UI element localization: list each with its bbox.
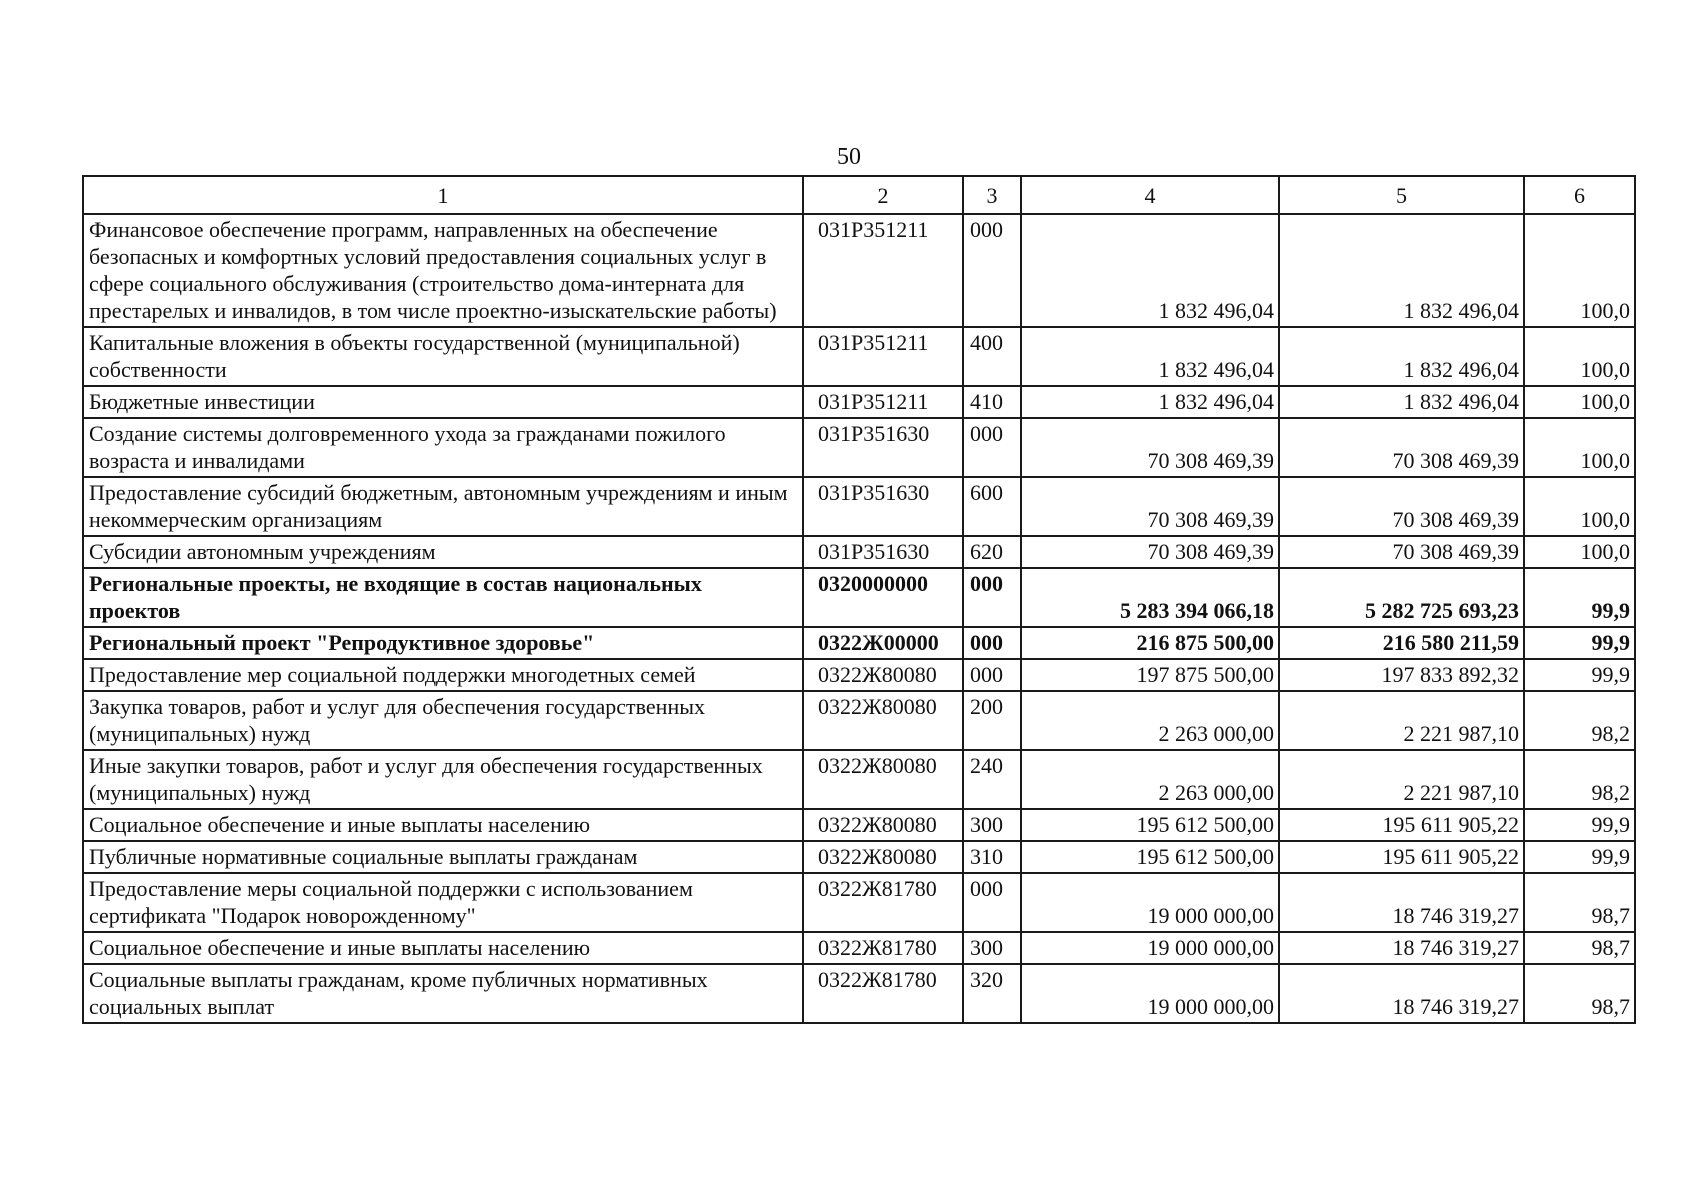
planned-amount-cell: 19 000 000,00 [1021,964,1279,1023]
planned-amount-cell: 2 263 000,00 [1021,691,1279,750]
execution-percent-cell: 98,2 [1524,691,1635,750]
expense-type-code-cell: 410 [963,386,1021,418]
executed-amount-cell: 2 221 987,10 [1279,691,1524,750]
execution-percent-cell: 98,7 [1524,873,1635,932]
executed-amount-cell: 195 611 905,22 [1279,809,1524,841]
row-name-cell: Капитальные вложения в объекты государственной (муниципальной) собственности [83,327,803,386]
target-article-code-cell: 0322Ж80080 [803,841,963,873]
page-number: 50 [837,144,861,170]
table-row [83,932,1635,964]
target-article-code-cell: 031P351630 [803,536,963,568]
row-name-cell: Создание системы долговременного ухода за гражданами пожилого возраста и инвалидами [83,418,803,477]
execution-percent-cell: 99,9 [1524,809,1635,841]
execution-percent-cell: 100,0 [1524,214,1635,327]
expense-type-code-cell: 000 [963,214,1021,327]
expense-type-code-cell: 310 [963,841,1021,873]
column-header-3: 3 [963,176,1021,214]
expense-type-code-cell: 320 [963,964,1021,1023]
table-row [83,627,1635,659]
executed-amount-cell: 70 308 469,39 [1279,418,1524,477]
table-row [83,214,1635,327]
row-name-cell: Бюджетные инвестиции [83,386,803,418]
expense-type-code-cell: 300 [963,932,1021,964]
planned-amount-cell: 70 308 469,39 [1021,536,1279,568]
column-header-6: 6 [1524,176,1635,214]
target-article-code-cell: 0320000000 [803,568,963,627]
execution-percent-cell: 99,9 [1524,841,1635,873]
execution-percent-cell: 98,2 [1524,750,1635,809]
expense-type-code-cell: 000 [963,627,1021,659]
expense-type-code-cell: 200 [963,691,1021,750]
executed-amount-cell: 1 832 496,04 [1279,214,1524,327]
planned-amount-cell: 195 612 500,00 [1021,841,1279,873]
column-header-2: 2 [803,176,963,214]
table-row [83,659,1635,691]
execution-percent-cell: 99,9 [1524,568,1635,627]
row-name-cell: Социальное обеспечение и иные выплаты населению [83,809,803,841]
executed-amount-cell: 18 746 319,27 [1279,932,1524,964]
planned-amount-cell: 1 832 496,04 [1021,386,1279,418]
table-row [83,477,1635,536]
column-header-5: 5 [1279,176,1524,214]
expense-type-code-cell: 240 [963,750,1021,809]
row-name-cell: Иные закупки товаров, работ и услуг для обеспечения государственных (муниципальных) нужд [83,750,803,809]
execution-percent-cell: 98,7 [1524,932,1635,964]
target-article-code-cell: 0322Ж80080 [803,750,963,809]
table-row [83,809,1635,841]
target-article-code-cell: 0322Ж80080 [803,691,963,750]
target-article-code-cell: 0322Ж81780 [803,932,963,964]
execution-percent-cell: 100,0 [1524,418,1635,477]
execution-percent-cell: 98,7 [1524,964,1635,1023]
execution-percent-cell: 99,9 [1524,659,1635,691]
row-name-cell: Региональные проекты, не входящие в состав национальных проектов [83,568,803,627]
table-row [83,568,1635,627]
planned-amount-cell: 1 832 496,04 [1021,327,1279,386]
execution-percent-cell: 100,0 [1524,536,1635,568]
table-row [83,418,1635,477]
planned-amount-cell: 19 000 000,00 [1021,932,1279,964]
executed-amount-cell: 195 611 905,22 [1279,841,1524,873]
executed-amount-cell: 2 221 987,10 [1279,750,1524,809]
row-name-cell: Закупка товаров, работ и услуг для обеспечения государственных (муниципальных) нужд [83,691,803,750]
column-header-1: 1 [83,176,803,214]
row-name-cell: Предоставление субсидий бюджетным, автономным учреждениям и иным некоммерческим организациям [83,477,803,536]
table-row [83,691,1635,750]
row-name-cell: Региональный проект "Репродуктивное здоровье" [83,627,803,659]
target-article-code-cell: 0322Ж80080 [803,809,963,841]
table-row [83,536,1635,568]
executed-amount-cell: 70 308 469,39 [1279,536,1524,568]
executed-amount-cell: 197 833 892,32 [1279,659,1524,691]
row-name-cell: Социальные выплаты гражданам, кроме публичных нормативных социальных выплат [83,964,803,1023]
target-article-code-cell: 031P351211 [803,214,963,327]
target-article-code-cell: 0322Ж81780 [803,964,963,1023]
table-row [83,386,1635,418]
execution-percent-cell: 100,0 [1524,386,1635,418]
table-row [83,964,1635,1023]
execution-percent-cell: 99,9 [1524,627,1635,659]
planned-amount-cell: 1 832 496,04 [1021,214,1279,327]
target-article-code-cell: 0322Ж81780 [803,873,963,932]
row-name-cell: Субсидии автономным учреждениям [83,536,803,568]
row-name-cell: Публичные нормативные социальные выплаты гражданам [83,841,803,873]
executed-amount-cell: 18 746 319,27 [1279,873,1524,932]
executed-amount-cell: 70 308 469,39 [1279,477,1524,536]
planned-amount-cell: 70 308 469,39 [1021,477,1279,536]
planned-amount-cell: 70 308 469,39 [1021,418,1279,477]
table-row [83,873,1635,932]
budget-execution-table [82,175,1636,1024]
expense-type-code-cell: 000 [963,873,1021,932]
target-article-code-cell: 031P351211 [803,327,963,386]
planned-amount-cell: 216 875 500,00 [1021,627,1279,659]
table-row [83,750,1635,809]
expense-type-code-cell: 620 [963,536,1021,568]
executed-amount-cell: 216 580 211,59 [1279,627,1524,659]
expense-type-code-cell: 300 [963,809,1021,841]
target-article-code-cell: 031P351630 [803,418,963,477]
executed-amount-cell: 1 832 496,04 [1279,386,1524,418]
executed-amount-cell: 1 832 496,04 [1279,327,1524,386]
planned-amount-cell: 5 283 394 066,18 [1021,568,1279,627]
planned-amount-cell: 19 000 000,00 [1021,873,1279,932]
target-article-code-cell: 031P351630 [803,477,963,536]
row-name-cell: Предоставление меры социальной поддержки с использованием сертификата "Подарок новорожденному" [83,873,803,932]
row-name-cell: Социальное обеспечение и иные выплаты населению [83,932,803,964]
planned-amount-cell: 195 612 500,00 [1021,809,1279,841]
expense-type-code-cell: 600 [963,477,1021,536]
expense-type-code-cell: 000 [963,568,1021,627]
column-header-4: 4 [1021,176,1279,214]
expense-type-code-cell: 000 [963,418,1021,477]
executed-amount-cell: 18 746 319,27 [1279,964,1524,1023]
execution-percent-cell: 100,0 [1524,327,1635,386]
table-header-row [83,176,1635,214]
target-article-code-cell: 0322Ж00000 [803,627,963,659]
row-name-cell: Финансовое обеспечение программ, направленных на обеспечение безопасных и комфортных условий предоставления социальных услуг в сфере социального обслуживания (строительство дома-интерната для престарелых и инвалидов, в том числе проектно-изыскательские работы) [83,214,803,327]
execution-percent-cell: 100,0 [1524,477,1635,536]
planned-amount-cell: 2 263 000,00 [1021,750,1279,809]
planned-amount-cell: 197 875 500,00 [1021,659,1279,691]
target-article-code-cell: 0322Ж80080 [803,659,963,691]
executed-amount-cell: 5 282 725 693,23 [1279,568,1524,627]
table-row [83,327,1635,386]
table-row [83,841,1635,873]
expense-type-code-cell: 400 [963,327,1021,386]
target-article-code-cell: 031P351211 [803,386,963,418]
row-name-cell: Предоставление мер социальной поддержки многодетных семей [83,659,803,691]
expense-type-code-cell: 000 [963,659,1021,691]
